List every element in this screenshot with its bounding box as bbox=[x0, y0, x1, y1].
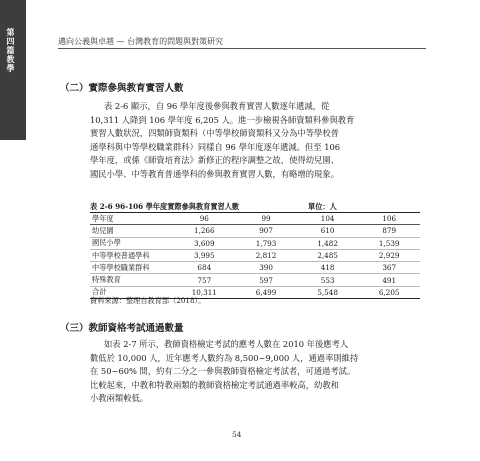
table-cell: 418 bbox=[297, 262, 359, 274]
table-row bbox=[90, 262, 420, 274]
page-number: 54 bbox=[232, 430, 242, 439]
section-heading-exam-pass: （三）教師資格考試通過數量 bbox=[60, 323, 184, 334]
table-total-cell: 6,499 bbox=[235, 286, 297, 298]
paragraph-line: 學年度，或係《師資培育法》新修正的程序調整之故，使得幼兒園、 bbox=[90, 155, 339, 165]
practice-count-table bbox=[90, 212, 420, 299]
table-cell: 1,539 bbox=[358, 237, 420, 249]
table-cell: 757 bbox=[173, 274, 235, 286]
table-row-label: 國民小學 bbox=[90, 237, 173, 249]
paragraph-line: 通學科與中等學校職業群科）同樣自 96 學年度逐年遞減。但至 106 bbox=[90, 141, 341, 152]
table-cell: 684 bbox=[173, 262, 235, 274]
table-source-note: 資料來源：整理自教育部（2018）。 bbox=[90, 296, 206, 305]
chapter-side-tab-label: 第四篇教學 bbox=[6, 28, 15, 73]
section-heading-practice-count: （二）實際參與教育實習人數 bbox=[60, 83, 184, 94]
table-row-label: 特殊教育 bbox=[90, 274, 173, 286]
table-cell: 3,609 bbox=[173, 237, 235, 249]
table-cell: 3,995 bbox=[173, 249, 235, 261]
paragraph-line: 實習人數狀況，四類師資類科（中等學校師資類科又分為中等學校普 bbox=[90, 128, 339, 138]
paragraph-line: 比較起來，中教和特教兩類的教師資格檢定考試通過率較高，幼教和 bbox=[90, 379, 339, 390]
table-cell: 597 bbox=[235, 274, 297, 286]
table-header-row bbox=[90, 213, 420, 225]
table-cell: 2,485 bbox=[297, 249, 359, 261]
paragraph-line: 表 2-6 顯示，自 96 學年度後參與教育實習人數逐年遞減，從 bbox=[104, 101, 330, 111]
table-cell: 367 bbox=[358, 262, 420, 274]
table-caption bbox=[90, 202, 420, 212]
paragraph-line: 如表 2-7 所示，教師資格檢定考試的應考人數在 2010 年後應考人 bbox=[104, 339, 349, 349]
table-cell: 610 bbox=[297, 225, 359, 237]
table-header-cell: 96 bbox=[173, 213, 235, 225]
table-header-cell: 學年度 bbox=[90, 213, 173, 225]
table-header-cell: 106 bbox=[358, 213, 420, 225]
table-row-label: 中等學校普通學科 bbox=[90, 249, 173, 261]
table-total-label: 合計 bbox=[90, 286, 173, 298]
table-title: 表 2-6 96-106 學年度實際參與教育實習人數 bbox=[90, 202, 240, 211]
table-cell: 2,929 bbox=[358, 249, 420, 261]
paragraph-line: 數低於 10,000 人，近年應考人數約為 8,500~9,000 人，通過率則維持 bbox=[90, 352, 359, 363]
chapter-side-tab bbox=[0, 0, 26, 140]
running-head-rule bbox=[58, 48, 426, 49]
table-header-cell: 99 bbox=[235, 213, 297, 225]
table-cell: 1,482 bbox=[297, 237, 359, 249]
table-row-label: 中等學校職業群科 bbox=[90, 262, 173, 274]
paragraph-line: 國民小學、中等教育普通學科的參與教育實習人數，有略增的現象。 bbox=[90, 168, 339, 179]
table-cell: 491 bbox=[358, 274, 420, 286]
table-total-cell: 10,311 bbox=[173, 286, 235, 298]
paragraph-line: 10,311 人降到 106 學年度 6,205 人。進一步檢視各師資類科參與教育 bbox=[90, 114, 355, 125]
table-row bbox=[90, 249, 420, 261]
table-cell: 1,793 bbox=[235, 237, 297, 249]
table-cell: 390 bbox=[235, 262, 297, 274]
table-total-cell: 6,205 bbox=[358, 286, 420, 298]
paragraph-line: 小教兩類較低。 bbox=[90, 393, 149, 403]
table-row-label: 幼兒園 bbox=[90, 225, 173, 237]
paragraph-exam-pass bbox=[90, 338, 420, 406]
table-cell: 879 bbox=[358, 225, 420, 237]
table-row bbox=[90, 237, 420, 249]
running-head: 邁向公義與卓越 — 台灣教育的問題與對策研究 bbox=[58, 37, 224, 46]
paragraph-line: 在 50~60% 間，約有二分之一參與教師資格檢定考試者，可通過考試。 bbox=[90, 366, 356, 376]
table-unit: 單位：人 bbox=[308, 202, 337, 211]
table-cell: 907 bbox=[235, 225, 297, 237]
table-total-cell: 5,548 bbox=[297, 286, 359, 298]
table-cell: 553 bbox=[297, 274, 359, 286]
table-row bbox=[90, 225, 420, 237]
table-row bbox=[90, 274, 420, 286]
table-cell: 2,812 bbox=[235, 249, 297, 261]
table-header-cell: 104 bbox=[297, 213, 359, 225]
table-cell: 1,266 bbox=[173, 225, 235, 237]
paragraph-practice-count bbox=[90, 100, 420, 181]
